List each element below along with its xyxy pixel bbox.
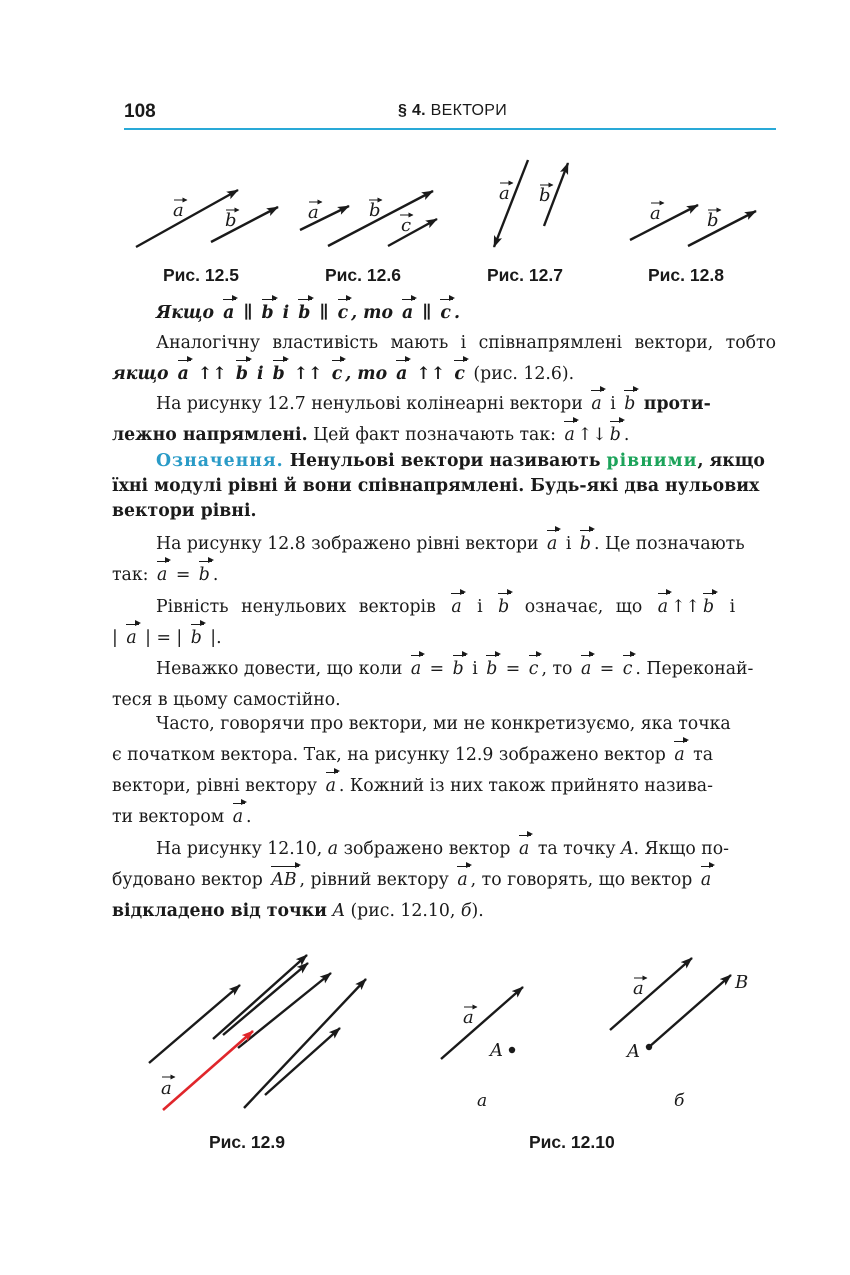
para-parallel-transitivity: Якщо a ∥ b і b ∥ c , то a ∥ c . [112, 298, 776, 329]
fig12-6-vector-c [388, 219, 437, 246]
fig12-6-label-b: b [369, 200, 381, 221]
fig12-9-vector-1 [149, 985, 240, 1063]
term-equal: рівними [606, 451, 698, 471]
fig12-10-sub-a: а [477, 1091, 488, 1111]
fig12-9-red-vector-a [163, 1031, 253, 1110]
section-mark: § 4. [398, 102, 426, 119]
definition-label: Означення. [156, 451, 284, 471]
fig12-10a-label-a: a [463, 1007, 474, 1028]
vec-c: c [438, 298, 453, 329]
caption-fig12-10: Рис. 12.10 [529, 1132, 615, 1152]
fig12-8-label-a: a [650, 203, 661, 224]
point-A-dot-b [646, 1044, 652, 1050]
page-number: 108 [124, 101, 156, 122]
para-fig12-9: Часто, говорячи про вектори, ми не конкретизуємо, яка точка є початком вектора. Так, на рисунку 12.9 зображено вектор a та вектори, рівні вектору a . Кожний із них також прийнято назива- ти вектором a . [112, 709, 776, 833]
fig12-9-label-a: a [161, 1078, 172, 1099]
fig12-10b-label-a: a [633, 978, 644, 999]
vec-b: b [260, 298, 276, 329]
fig12-8-label-b: b [707, 210, 719, 231]
definition-equal-vectors: Означення. Ненульові вектори називають рівними, якщо їхні модулі рівні й вони співнапрямлені. Будь-які два нульових вектори рівні. [112, 451, 765, 521]
fig12-9-vector-3 [223, 963, 308, 1035]
para-opposite: На рисунку 12.7 ненульові колінеарні вектори a і b проти- лежно напрямлені. Цей факт позначають так: a ↑↓ b . [112, 389, 776, 451]
fig12-6-label-c: c [401, 215, 412, 236]
fig12-10-sub-b: б [674, 1091, 685, 1111]
fig12-9-vector-5 [244, 979, 366, 1108]
fig12-5-label-b: b [225, 210, 237, 231]
para-equality-meaning: Рівність ненульових векторів a і b означає, що a ↑↑ b і | a | = | b |. [112, 592, 776, 654]
fig12-5-vector-a [136, 190, 238, 247]
fig12-8-vector-b [688, 211, 756, 246]
section-title: ВЕКТОРИ [430, 102, 508, 119]
vec-c: c [336, 298, 351, 329]
caption-fig12-5: Рис. 12.5 [163, 265, 239, 285]
fig12-10a-point-A: A [490, 1040, 503, 1061]
para-codirected: Аналогічну властивість мають і співнапрямлені вектори, тобто якщо a ↑↑ b і b ↑↑ c , то a ↑↑ c (рис. 12.6). [112, 328, 776, 390]
para-fig12-10: На рисунку 12.10, а зображено вектор a та точку A. Якщо по- будовано вектор AB , рівний вектору a , то говорять, що вектор a відкладено від точки A (рис. 12.10, б). [112, 834, 776, 927]
vec-a: a [400, 298, 415, 329]
caption-fig12-9: Рис. 12.9 [209, 1132, 285, 1152]
fig12-10b-point-B: B [735, 972, 749, 993]
vec-b: b [296, 298, 312, 329]
point-A-dot-a [509, 1047, 515, 1053]
fig12-5-vector-b [211, 207, 278, 242]
caption-fig12-8: Рис. 12.8 [648, 265, 724, 285]
fig12-8-vector-a [630, 205, 698, 240]
fig12-10b-point-A: A [627, 1041, 640, 1062]
fig12-5-label-a: a [173, 200, 184, 221]
para-transitivity: Неважко довести, що коли a = b і b = c , то a = c . Переконай- теся в цьому самостійно. [112, 654, 776, 716]
caption-fig12-7: Рис. 12.7 [487, 265, 563, 285]
para-fig12-8: На рисунку 12.8 зображено рівні вектори a і b . Це позначають так: a = b . [112, 529, 776, 591]
caption-fig12-6: Рис. 12.6 [325, 265, 401, 285]
vec-a: a [221, 298, 236, 329]
fig12-9-vector-9 [265, 1028, 340, 1095]
fig12-6-label-a: a [308, 202, 319, 223]
fig12-7-label-a: a [499, 183, 510, 204]
fig12-7-label-b: b [539, 185, 551, 206]
